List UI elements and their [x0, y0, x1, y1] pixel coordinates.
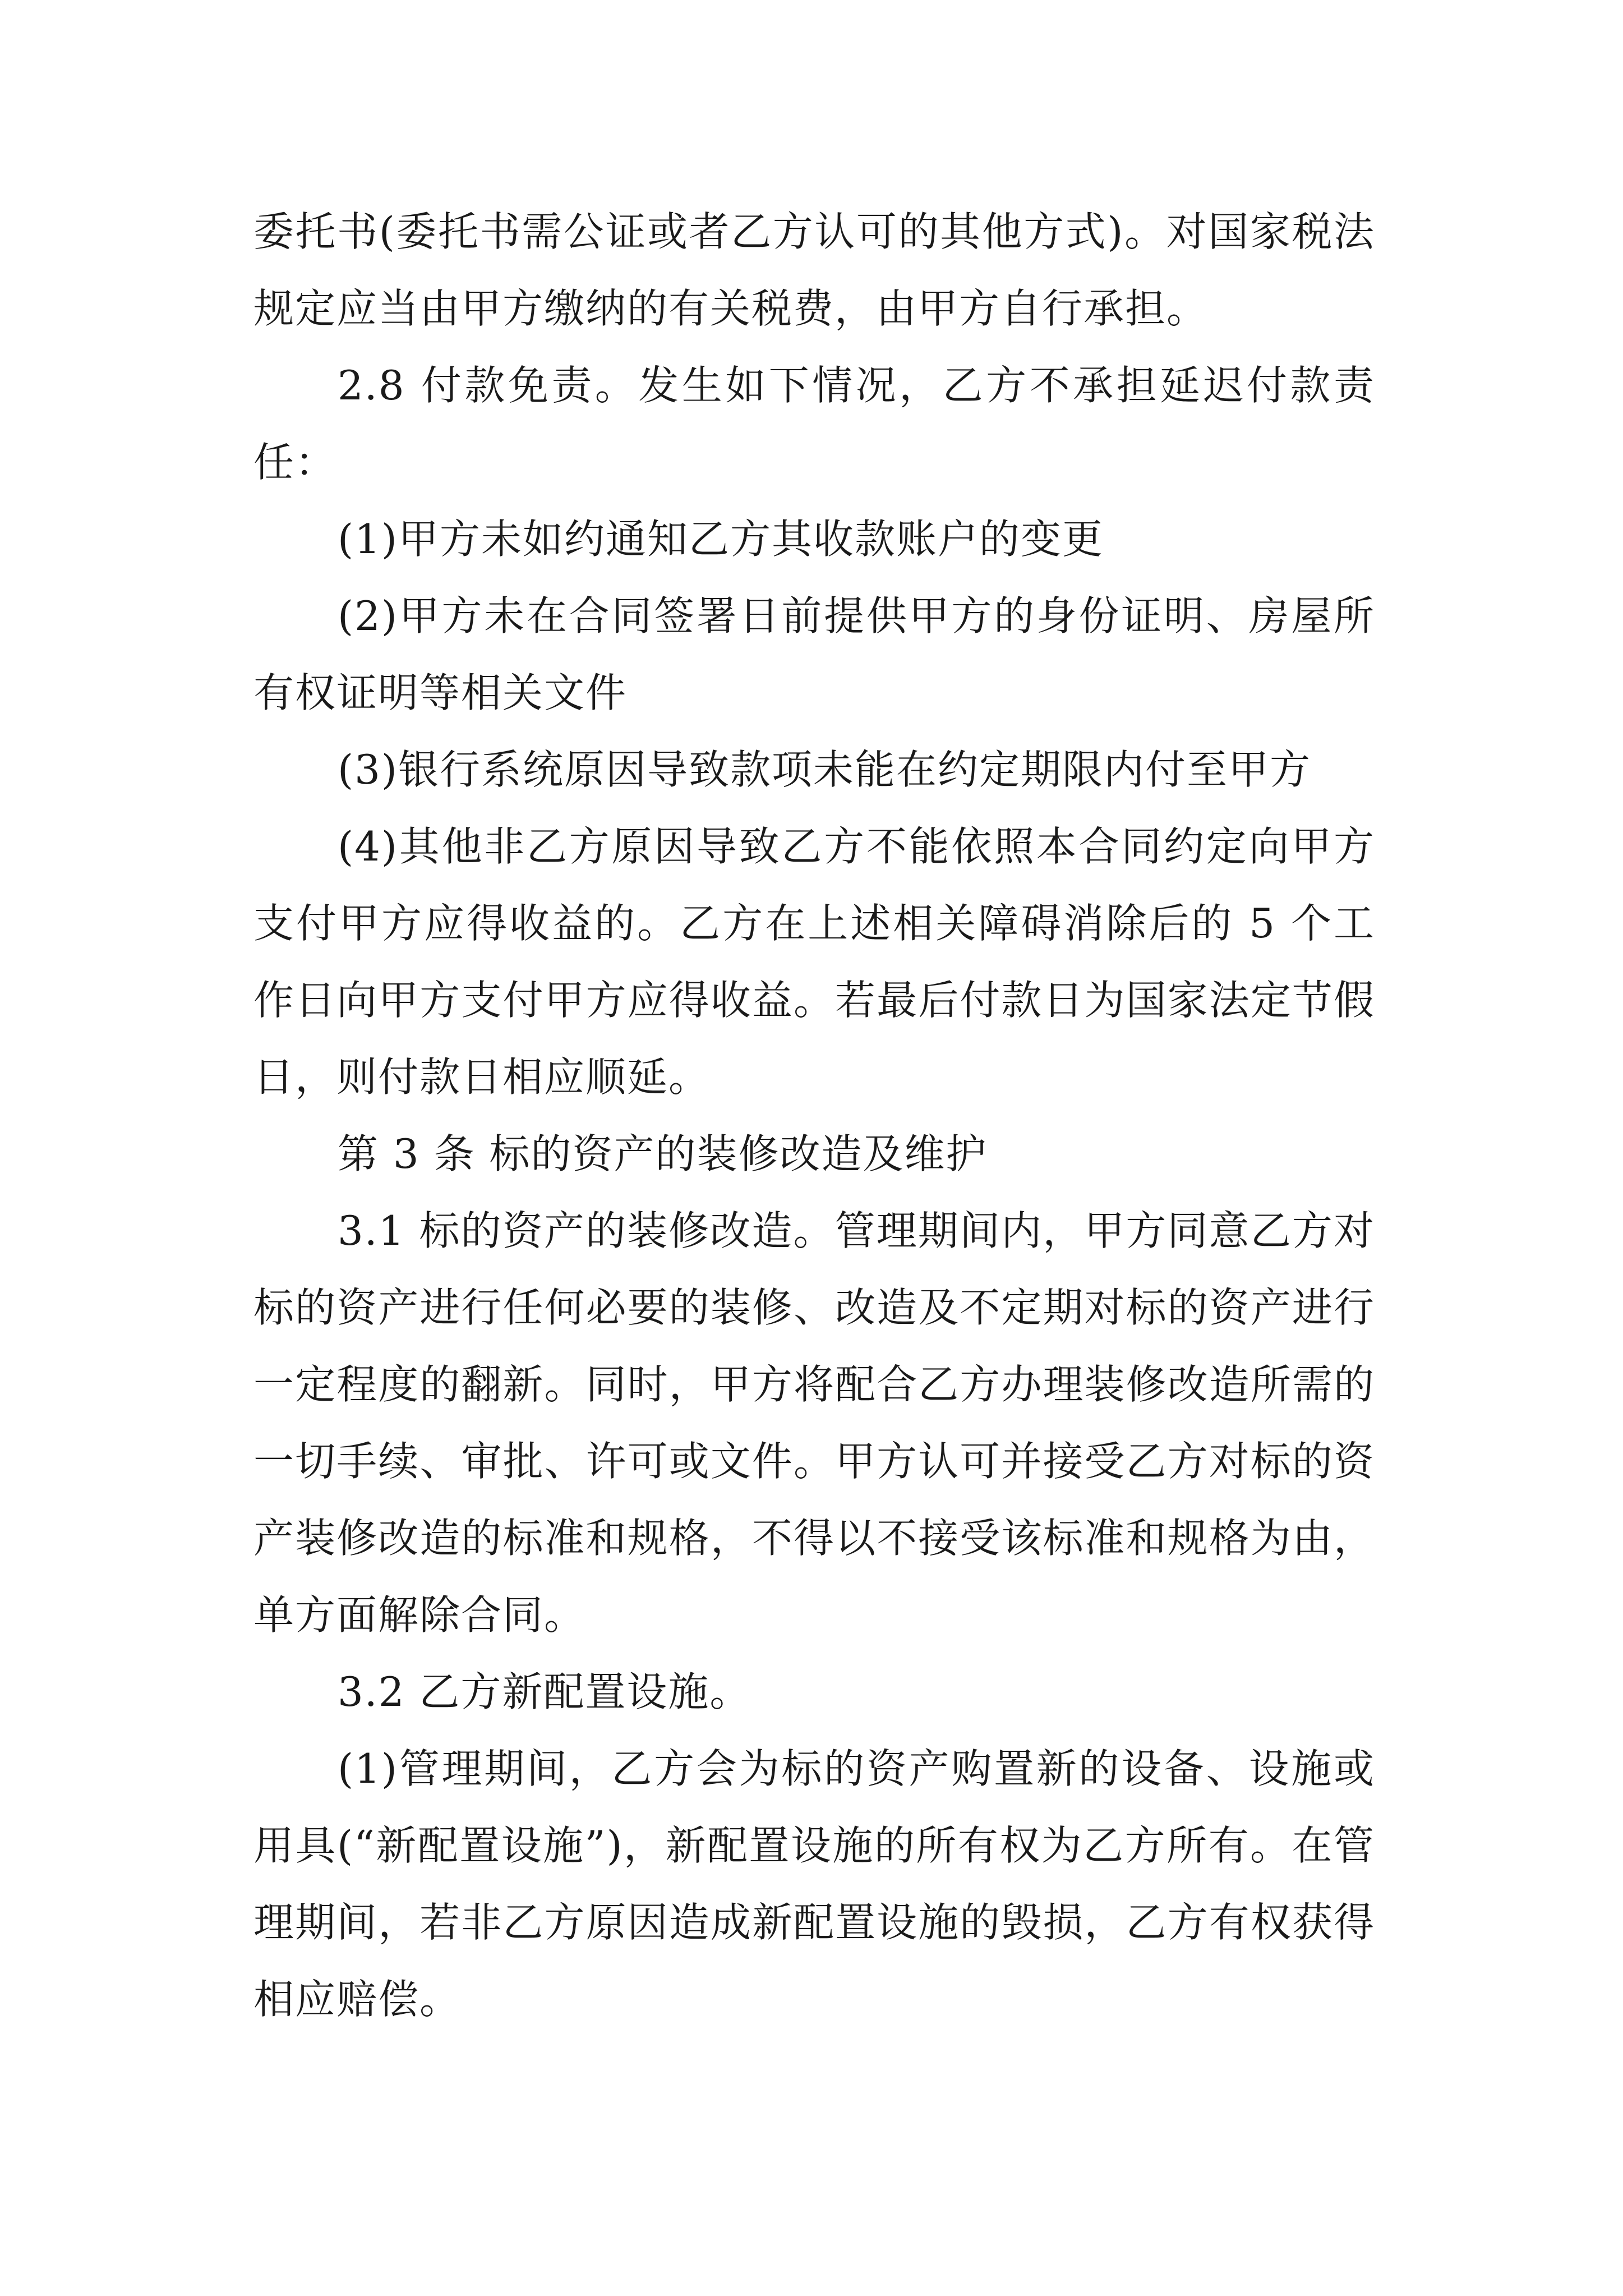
- paragraph-tax-clause: 委托书(委托书需公证或者乙方认可的其他方式)。对国家税法规定应当由甲方缴纳的有关税费，由甲方自行承担。: [253, 208, 1375, 332]
- section-3-title: 第 3 条 标的资产的装修改造及维护: [338, 1130, 988, 1177]
- paragraph-2-8-item-3: (3)银行系统原因导致款项未能在约定期限内付至甲方: [338, 746, 1311, 793]
- paragraph-2-8-item-2: (2)甲方未在合同签署日前提供甲方的身份证明、房屋所有权证明等相关文件: [253, 592, 1375, 716]
- paragraph-3-2-item-1: (1)管理期间，乙方会为标的资产购置新的设备、设施或用具(“新配置设施”)，新配置设施的所有权为乙方所有。在管理期间，若非乙方原因造成新配置设施的毁损，乙方有权获得相应赔偿。: [253, 1745, 1375, 2023]
- paragraph-3-2-heading: 3.2 乙方新配置设施。: [338, 1668, 751, 1715]
- paragraph-3-1: 3.1 标的资产的装修改造。管理期间内，甲方同意乙方对标的资产进行任何必要的装修、改造及不定期对标的资产进行一定程度的翻新。同时，甲方将配合乙方办理装修改造所需的一切手续、审批、许可或文件。甲方认可并接受乙方对标的资产装修改造的标准和规格，不得以不接受该标准和规格为由，单方面解除合同。: [253, 1207, 1375, 1639]
- paragraph-2-8-heading: 2.8 付款免责。发生如下情况，乙方不承担延迟付款责任：: [253, 362, 1375, 486]
- paragraph-2-8-item-4: (4)其他非乙方原因导致乙方不能依照本合同约定向甲方支付甲方应得收益的。乙方在上述相关障碍消除后的 5 个工作日向甲方支付甲方应得收益。若最后付款日为国家法定节假日，则付款日相应顺延。: [253, 823, 1375, 1101]
- paragraph-2-8-item-1: (1)甲方未如约通知乙方其收款账户的变更: [338, 516, 1104, 563]
- document-body: [253, 194, 1375, 2038]
